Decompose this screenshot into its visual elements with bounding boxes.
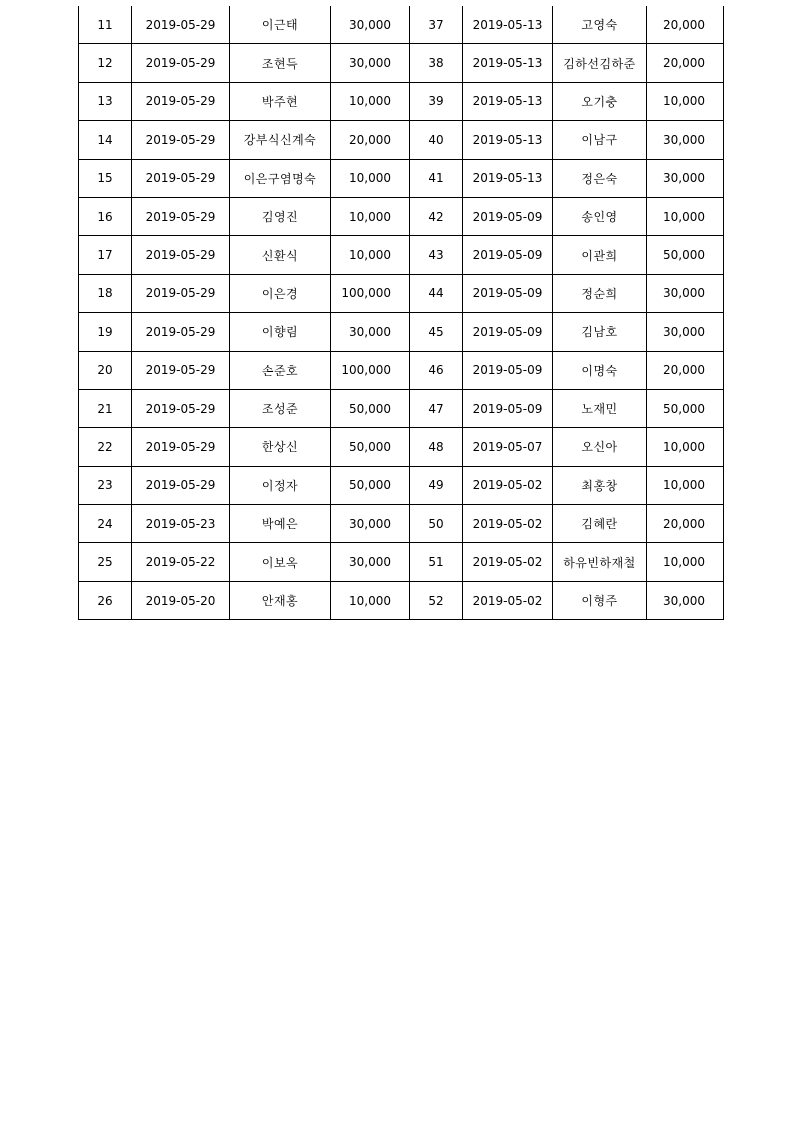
- cell-number: 52: [410, 581, 463, 619]
- cell-donor-name: 김혜란: [553, 505, 647, 543]
- cell-donor-name: 이명숙: [553, 351, 647, 389]
- cell-date: 2019-05-29: [132, 159, 230, 197]
- cell-amount: 10,000: [647, 197, 724, 235]
- cell-donor-name: 하유빈하재철: [553, 543, 647, 581]
- cell-date: 2019-05-09: [463, 236, 553, 274]
- cell-amount: 20,000: [331, 121, 410, 159]
- cell-number: 45: [410, 313, 463, 351]
- cell-number: 22: [79, 428, 132, 466]
- cell-date: 2019-05-29: [132, 197, 230, 235]
- cell-amount: 30,000: [647, 581, 724, 619]
- cell-amount: 30,000: [331, 313, 410, 351]
- cell-date: 2019-05-02: [463, 581, 553, 619]
- table-row: [79, 466, 724, 504]
- cell-donor-name: 이은구염명숙: [230, 159, 331, 197]
- cell-amount: 10,000: [331, 581, 410, 619]
- table-row: [79, 543, 724, 581]
- cell-donor-name: 이남구: [553, 121, 647, 159]
- cell-amount: 10,000: [647, 543, 724, 581]
- cell-donor-name: 고영숙: [553, 6, 647, 44]
- cell-donor-name: 조성준: [230, 389, 331, 427]
- cell-amount: 10,000: [331, 197, 410, 235]
- cell-number: 49: [410, 466, 463, 504]
- cell-date: 2019-05-13: [463, 44, 553, 82]
- table-row: [79, 159, 724, 197]
- cell-donor-name: 최홍창: [553, 466, 647, 504]
- cell-date: 2019-05-29: [132, 6, 230, 44]
- table-row: [79, 313, 724, 351]
- cell-amount: 50,000: [331, 466, 410, 504]
- cell-number: 37: [410, 6, 463, 44]
- cell-amount: 100,000: [331, 274, 410, 312]
- cell-number: 17: [79, 236, 132, 274]
- cell-donor-name: 신환식: [230, 236, 331, 274]
- cell-amount: 20,000: [647, 44, 724, 82]
- cell-number: 50: [410, 505, 463, 543]
- cell-amount: 30,000: [647, 313, 724, 351]
- cell-date: 2019-05-02: [463, 466, 553, 504]
- cell-date: 2019-05-29: [132, 44, 230, 82]
- table-row: [79, 82, 724, 120]
- cell-number: 24: [79, 505, 132, 543]
- cell-donor-name: 오신아: [553, 428, 647, 466]
- cell-number: 20: [79, 351, 132, 389]
- cell-date: 2019-05-29: [132, 82, 230, 120]
- cell-amount: 30,000: [647, 159, 724, 197]
- table-row: [79, 505, 724, 543]
- cell-amount: 20,000: [647, 351, 724, 389]
- cell-amount: 10,000: [647, 428, 724, 466]
- cell-donor-name: 이보옥: [230, 543, 331, 581]
- cell-donor-name: 강부식신계숙: [230, 121, 331, 159]
- cell-date: 2019-05-09: [463, 313, 553, 351]
- cell-number: 11: [79, 6, 132, 44]
- cell-number: 42: [410, 197, 463, 235]
- cell-date: 2019-05-02: [463, 505, 553, 543]
- cell-amount: 30,000: [331, 6, 410, 44]
- cell-number: 26: [79, 581, 132, 619]
- table-row: [79, 581, 724, 619]
- cell-number: 48: [410, 428, 463, 466]
- cell-amount: 30,000: [647, 274, 724, 312]
- cell-amount: 50,000: [647, 389, 724, 427]
- cell-amount: 50,000: [331, 389, 410, 427]
- cell-date: 2019-05-29: [132, 274, 230, 312]
- cell-number: 25: [79, 543, 132, 581]
- cell-number: 38: [410, 44, 463, 82]
- cell-date: 2019-05-07: [463, 428, 553, 466]
- cell-number: 19: [79, 313, 132, 351]
- cell-amount: 10,000: [647, 82, 724, 120]
- cell-amount: 30,000: [331, 543, 410, 581]
- cell-donor-name: 손준호: [230, 351, 331, 389]
- cell-donor-name: 이형주: [553, 581, 647, 619]
- cell-donor-name: 이근태: [230, 6, 331, 44]
- cell-donor-name: 이정자: [230, 466, 331, 504]
- cell-date: 2019-05-13: [463, 82, 553, 120]
- cell-amount: 10,000: [647, 466, 724, 504]
- cell-date: 2019-05-13: [463, 6, 553, 44]
- donation-table: [78, 6, 724, 620]
- cell-amount: 30,000: [331, 505, 410, 543]
- cell-number: 40: [410, 121, 463, 159]
- cell-date: 2019-05-29: [132, 428, 230, 466]
- table-row: [79, 44, 724, 82]
- cell-number: 21: [79, 389, 132, 427]
- cell-donor-name: 김영진: [230, 197, 331, 235]
- cell-date: 2019-05-29: [132, 121, 230, 159]
- table-row: [79, 121, 724, 159]
- cell-donor-name: 송인영: [553, 197, 647, 235]
- cell-donor-name: 조현득: [230, 44, 331, 82]
- cell-number: 41: [410, 159, 463, 197]
- table-row: [79, 389, 724, 427]
- cell-date: 2019-05-09: [463, 274, 553, 312]
- cell-number: 51: [410, 543, 463, 581]
- cell-donor-name: 김하선김하준: [553, 44, 647, 82]
- cell-number: 16: [79, 197, 132, 235]
- cell-amount: 50,000: [331, 428, 410, 466]
- cell-number: 14: [79, 121, 132, 159]
- cell-number: 43: [410, 236, 463, 274]
- cell-date: 2019-05-09: [463, 389, 553, 427]
- cell-date: 2019-05-29: [132, 236, 230, 274]
- table-row: [79, 428, 724, 466]
- cell-date: 2019-05-09: [463, 197, 553, 235]
- table-body: [79, 6, 724, 620]
- cell-date: 2019-05-02: [463, 543, 553, 581]
- table-row: [79, 6, 724, 44]
- cell-amount: 100,000: [331, 351, 410, 389]
- cell-number: 13: [79, 82, 132, 120]
- cell-amount: 10,000: [331, 82, 410, 120]
- cell-amount: 30,000: [331, 44, 410, 82]
- cell-number: 15: [79, 159, 132, 197]
- cell-date: 2019-05-23: [132, 505, 230, 543]
- cell-date: 2019-05-13: [463, 159, 553, 197]
- cell-donor-name: 이은경: [230, 274, 331, 312]
- cell-donor-name: 한상신: [230, 428, 331, 466]
- cell-date: 2019-05-29: [132, 351, 230, 389]
- cell-number: 12: [79, 44, 132, 82]
- cell-amount: 10,000: [331, 236, 410, 274]
- cell-donor-name: 정은숙: [553, 159, 647, 197]
- cell-amount: 20,000: [647, 505, 724, 543]
- cell-donor-name: 오기충: [553, 82, 647, 120]
- cell-number: 18: [79, 274, 132, 312]
- cell-number: 44: [410, 274, 463, 312]
- cell-donor-name: 이관희: [553, 236, 647, 274]
- cell-number: 39: [410, 82, 463, 120]
- cell-donor-name: 안재홍: [230, 581, 331, 619]
- cell-date: 2019-05-22: [132, 543, 230, 581]
- cell-number: 23: [79, 466, 132, 504]
- cell-donor-name: 정순희: [553, 274, 647, 312]
- cell-date: 2019-05-29: [132, 313, 230, 351]
- cell-date: 2019-05-20: [132, 581, 230, 619]
- cell-date: 2019-05-29: [132, 466, 230, 504]
- table-row: [79, 351, 724, 389]
- cell-donor-name: 이향림: [230, 313, 331, 351]
- cell-date: 2019-05-09: [463, 351, 553, 389]
- cell-donor-name: 박예은: [230, 505, 331, 543]
- table-row: [79, 236, 724, 274]
- cell-number: 47: [410, 389, 463, 427]
- cell-amount: 20,000: [647, 6, 724, 44]
- table-row: [79, 274, 724, 312]
- cell-donor-name: 박주현: [230, 82, 331, 120]
- cell-number: 46: [410, 351, 463, 389]
- cell-date: 2019-05-13: [463, 121, 553, 159]
- cell-donor-name: 김남호: [553, 313, 647, 351]
- cell-donor-name: 노재민: [553, 389, 647, 427]
- table-row: [79, 197, 724, 235]
- cell-amount: 10,000: [331, 159, 410, 197]
- cell-amount: 30,000: [647, 121, 724, 159]
- cell-date: 2019-05-29: [132, 389, 230, 427]
- cell-amount: 50,000: [647, 236, 724, 274]
